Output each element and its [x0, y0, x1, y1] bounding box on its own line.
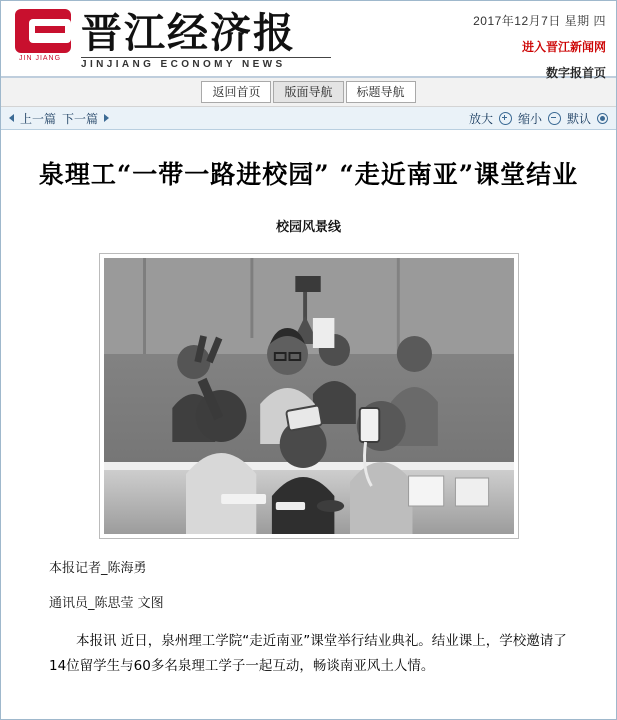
- article-body-paragraph: 本报讯 近日，泉州理工学院“走近南亚”课堂举行结业典礼。结业课上，学校邀请了14位留学生与60多名泉理工学子一起互动，畅谈南亚风土人情。: [49, 633, 567, 674]
- prev-article-link[interactable]: 上一篇: [20, 111, 57, 126]
- logo-divider: [81, 57, 331, 58]
- article-column-name: 校园风景线: [275, 220, 341, 235]
- enter-news-site-link[interactable]: 进入晋江新闻网: [521, 40, 606, 54]
- current-date: 2017年12月7日 星期 四: [473, 14, 606, 28]
- article-toolbar: [1, 107, 616, 130]
- next-arrow-icon[interactable]: [104, 114, 109, 122]
- zoom-default-link[interactable]: 默认: [566, 111, 591, 126]
- logo-title-cn: 晋江经济报: [81, 9, 296, 57]
- logo-text: [81, 11, 331, 70]
- article-byline-reporter: 本报记者_陈海勇: [49, 561, 147, 576]
- site-logo[interactable]: [15, 9, 331, 70]
- next-article-link[interactable]: 下一篇: [62, 111, 99, 126]
- headline-nav-button[interactable]: 标题导航: [346, 81, 416, 103]
- article-headline: 泉理工“一带一路进校园” “走近南亚”课堂结业: [38, 160, 579, 189]
- zoom-out-link[interactable]: 缩小: [517, 111, 542, 126]
- digital-paper-home-link[interactable]: 数字报首页: [545, 66, 606, 80]
- toolbar-left-group: [9, 110, 109, 127]
- masthead: [1, 1, 616, 78]
- article-photo-frame: [99, 253, 519, 539]
- logo-pinyin: JIN JIANG: [19, 55, 62, 62]
- article-byline-correspondent: 通讯员_陈思莹 文图: [49, 596, 164, 611]
- jinjiang-logo-icon: [15, 9, 75, 67]
- zoom-default-icon[interactable]: [597, 113, 608, 124]
- masthead-right: [473, 11, 606, 83]
- zoom-in-link[interactable]: 放大: [468, 111, 493, 126]
- toolbar-right-group: [469, 110, 608, 127]
- zoom-out-icon[interactable]: [548, 112, 561, 125]
- logo-title-en: JINJIANG ECONOMY NEWS: [81, 59, 286, 70]
- article-photo: [104, 258, 514, 534]
- prev-arrow-icon[interactable]: [9, 114, 14, 122]
- back-home-button[interactable]: 返回首页: [201, 81, 271, 103]
- zoom-in-icon[interactable]: [499, 112, 512, 125]
- article-container: [1, 130, 616, 679]
- layout-nav-button[interactable]: 版面导航: [273, 81, 343, 103]
